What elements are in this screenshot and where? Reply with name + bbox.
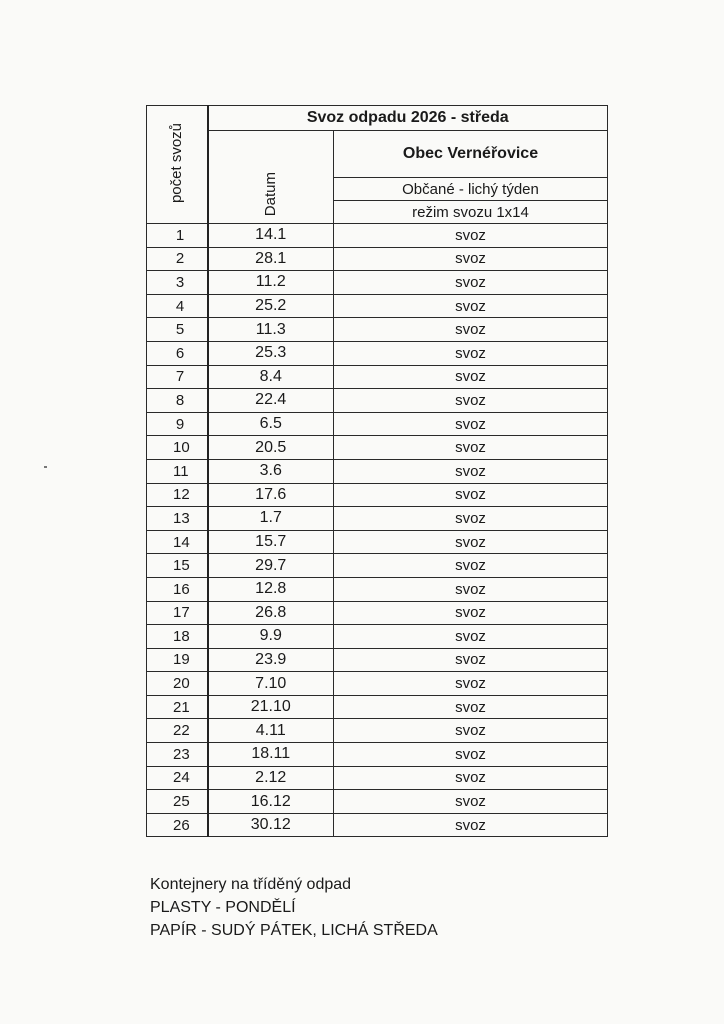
- row-number: [147, 412, 208, 436]
- count-header-label: počet svozů: [168, 122, 186, 204]
- row-number-label: 11: [173, 462, 189, 480]
- row-status: svoz: [334, 389, 608, 413]
- row-status: svoz: [334, 224, 608, 248]
- table-row: [147, 507, 608, 531]
- row-number-label: 23: [173, 745, 190, 763]
- collection-mode: režim svozu 1x14: [334, 201, 608, 224]
- row-date: 3.6: [208, 459, 334, 483]
- row-number-label: 17: [173, 604, 190, 622]
- table-row: [147, 577, 608, 601]
- row-number-label: 14: [173, 533, 190, 551]
- row-date: 29.7: [208, 554, 334, 578]
- row-number-label: 8: [175, 391, 185, 409]
- row-date: 25.2: [208, 294, 334, 318]
- row-status: svoz: [334, 271, 608, 295]
- row-status: svoz: [334, 695, 608, 719]
- row-number-label: 15: [173, 557, 190, 575]
- notes-heading: Kontejnery na tříděný odpad: [150, 876, 352, 893]
- row-number: [147, 436, 208, 460]
- table-row: [147, 341, 608, 365]
- row-date: 4.11: [208, 719, 334, 743]
- row-number-label: 25: [173, 793, 190, 811]
- row-number-label: 7: [175, 368, 185, 386]
- row-number: [147, 790, 208, 814]
- row-date: 28.1: [208, 247, 334, 271]
- row-date: 11.3: [208, 318, 334, 342]
- row-number: [147, 625, 208, 649]
- row-date: 8.4: [208, 365, 334, 389]
- row-number-label: 13: [173, 509, 190, 527]
- row-date: 15.7: [208, 530, 334, 554]
- row-date: 20.5: [208, 436, 334, 460]
- row-number: [147, 648, 208, 672]
- row-number-label: 22: [173, 722, 190, 740]
- row-status: svoz: [334, 247, 608, 271]
- table-row: [147, 743, 608, 767]
- row-date: 9.9: [208, 625, 334, 649]
- table-row: [147, 365, 608, 389]
- row-number: [147, 507, 208, 531]
- table-row: [147, 224, 608, 248]
- row-status: svoz: [334, 530, 608, 554]
- row-date: 25.3: [208, 341, 334, 365]
- table-row: [147, 459, 608, 483]
- row-number: [147, 318, 208, 342]
- row-status: svoz: [334, 601, 608, 625]
- row-status: svoz: [334, 743, 608, 767]
- row-date: 21.10: [208, 695, 334, 719]
- row-number: [147, 672, 208, 696]
- row-number: [147, 341, 208, 365]
- table-row: [147, 766, 608, 790]
- row-number-label: 10: [173, 439, 190, 457]
- row-number-label: 1: [175, 226, 185, 244]
- table-row: [147, 813, 608, 837]
- row-date: 22.4: [208, 389, 334, 413]
- row-number: [147, 695, 208, 719]
- header-row-title: [147, 106, 608, 131]
- row-date: 12.8: [208, 577, 334, 601]
- row-number: [147, 365, 208, 389]
- row-date: 30.12: [208, 813, 334, 837]
- row-status: svoz: [334, 412, 608, 436]
- header-row-municipality: [147, 131, 608, 178]
- row-number: [147, 743, 208, 767]
- row-status: svoz: [334, 625, 608, 649]
- row-date: 1.7: [208, 507, 334, 531]
- resident-group: Občané - lichý týden: [334, 178, 608, 201]
- container-notes: [150, 873, 438, 942]
- row-status: svoz: [334, 719, 608, 743]
- row-date: 2.12: [208, 766, 334, 790]
- municipality-name: Obec Vernéřovice: [334, 131, 608, 178]
- notes-paper: PAPÍR - SUDÝ PÁTEK, LICHÁ STŘEDA: [150, 922, 438, 939]
- row-number: [147, 766, 208, 790]
- table-title: Svoz odpadu 2026 - středa: [208, 106, 608, 131]
- row-number-label: 16: [173, 580, 190, 598]
- row-status: svoz: [334, 294, 608, 318]
- row-status: svoz: [334, 577, 608, 601]
- row-number-label: 6: [175, 344, 185, 362]
- row-number: [147, 530, 208, 554]
- date-header-label: Datum: [262, 171, 280, 216]
- row-status: svoz: [334, 459, 608, 483]
- row-status: svoz: [334, 483, 608, 507]
- row-number: [147, 271, 208, 295]
- table-row: [147, 790, 608, 814]
- row-number-label: 24: [173, 769, 190, 787]
- table-row: [147, 554, 608, 578]
- row-number: [147, 247, 208, 271]
- row-number: [147, 554, 208, 578]
- row-number-label: 21: [173, 698, 190, 716]
- table-row: [147, 483, 608, 507]
- notes-plastics: PLASTY - PONDĚLÍ: [150, 899, 296, 916]
- table-row: [147, 648, 608, 672]
- table-row: [147, 294, 608, 318]
- row-number-label: 19: [173, 651, 190, 669]
- date-header-cell: [208, 131, 334, 224]
- row-number: [147, 601, 208, 625]
- row-number: [147, 813, 208, 837]
- table-row: [147, 625, 608, 649]
- row-status: svoz: [334, 790, 608, 814]
- table-row: [147, 530, 608, 554]
- row-date: 18.11: [208, 743, 334, 767]
- table-row: [147, 318, 608, 342]
- row-number-label: 12: [173, 486, 190, 504]
- count-header-cell: [147, 106, 208, 224]
- table-row: [147, 695, 608, 719]
- table-row: [147, 672, 608, 696]
- row-date: 26.8: [208, 601, 334, 625]
- table-row: [147, 436, 608, 460]
- table-row: [147, 271, 608, 295]
- row-date: 17.6: [208, 483, 334, 507]
- row-number: [147, 389, 208, 413]
- row-number: [147, 719, 208, 743]
- row-number: [147, 294, 208, 318]
- table-row: [147, 412, 608, 436]
- row-date: 7.10: [208, 672, 334, 696]
- row-date: 16.12: [208, 790, 334, 814]
- row-number-label: 20: [173, 675, 190, 693]
- row-status: svoz: [334, 813, 608, 837]
- row-status: svoz: [334, 554, 608, 578]
- scan-speck: [44, 466, 47, 468]
- table-row: [147, 719, 608, 743]
- row-date: 14.1: [208, 224, 334, 248]
- table-row: [147, 247, 608, 271]
- row-date: 6.5: [208, 412, 334, 436]
- row-number: [147, 224, 208, 248]
- row-number-label: 5: [175, 321, 185, 339]
- row-number-label: 26: [173, 816, 190, 834]
- row-number: [147, 483, 208, 507]
- collection-schedule-table: [146, 105, 608, 837]
- row-status: svoz: [334, 365, 608, 389]
- row-status: svoz: [334, 318, 608, 342]
- row-date: 23.9: [208, 648, 334, 672]
- row-number: [147, 577, 208, 601]
- row-status: svoz: [334, 341, 608, 365]
- row-number-label: 9: [175, 415, 185, 433]
- row-status: svoz: [334, 507, 608, 531]
- row-status: svoz: [334, 672, 608, 696]
- table-row: [147, 389, 608, 413]
- row-number-label: 18: [173, 627, 190, 645]
- row-status: svoz: [334, 436, 608, 460]
- row-number-label: 3: [175, 273, 185, 291]
- row-number-label: 4: [175, 297, 185, 315]
- row-number-label: 2: [175, 250, 185, 268]
- row-status: svoz: [334, 648, 608, 672]
- row-number: [147, 459, 208, 483]
- row-date: 11.2: [208, 271, 334, 295]
- row-status: svoz: [334, 766, 608, 790]
- table-row: [147, 601, 608, 625]
